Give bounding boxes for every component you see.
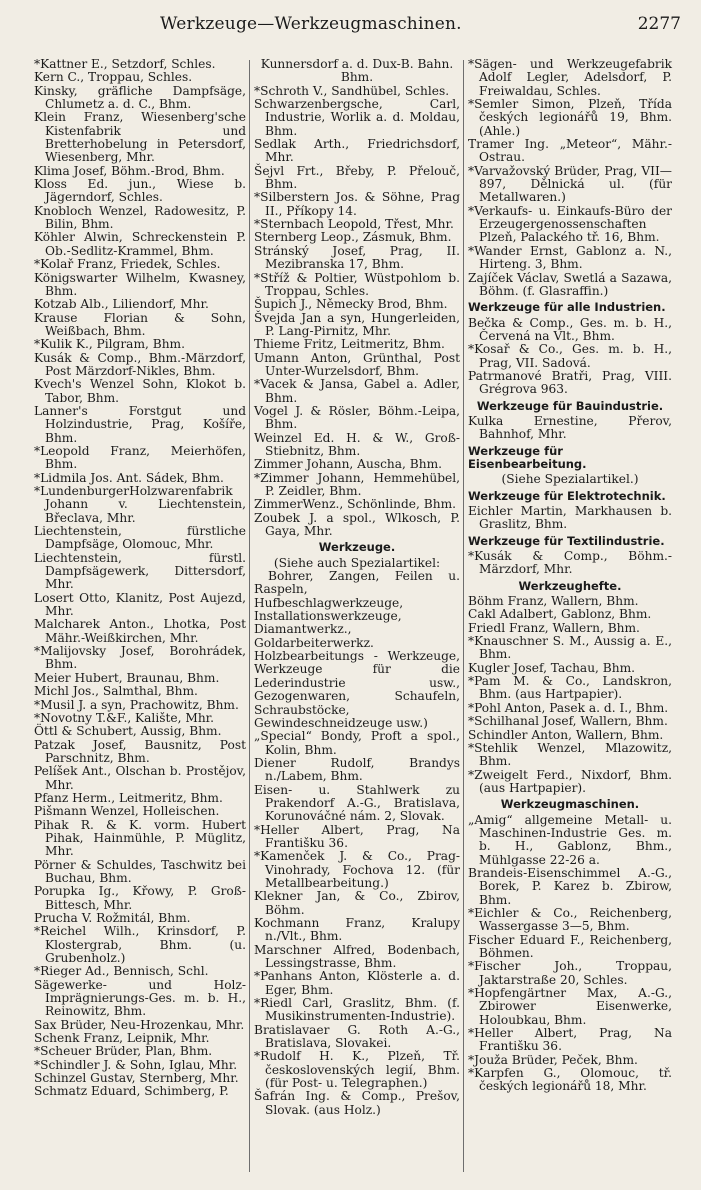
directory-entry: Švejda Jan a syn, Hungerleiden, P. Lang-Pirnitz, Mhr. bbox=[254, 310, 460, 338]
directory-entry: Cakl Adalbert, Gablonz, Bhm. bbox=[468, 607, 652, 622]
directory-entry: Šupich J., Německy Brod, Bhm. bbox=[254, 297, 448, 312]
page-number: 2277 bbox=[637, 14, 681, 34]
section-heading: Werkzeughefte. bbox=[518, 578, 622, 593]
directory-entry: Sax Brüder, Neu-Hrozenkau, Mhr. bbox=[34, 1017, 245, 1032]
directory-entry: Zoubek J. a spol., Wlkosch, P. Gaya, Mhr. bbox=[254, 510, 460, 539]
section-heading: Werkzeuge für Elektrotechnik. bbox=[468, 488, 666, 503]
directory-entry: Kern C., Troppau, Schles. bbox=[34, 70, 193, 85]
directory-entry: Schinzel Gustav, Sternberg, Mhr. bbox=[34, 1071, 239, 1086]
directory-entry: Kugler Josef, Tachau, Bhm. bbox=[468, 660, 636, 675]
directory-entry: *Kattner E., Setzdorf, Schles. bbox=[34, 57, 216, 71]
directory-entry: *Novotny T.&F., Kalište, Mhr. bbox=[34, 710, 215, 725]
directory-entry: Kusák & Comp., Bhm.-Märzdorf, Post Märzdorf-Nikles, Bhm. bbox=[34, 350, 246, 378]
directory-entry: *Fischer Joh., Troppau, Jaktarstraße 20, Schles. bbox=[468, 959, 672, 987]
directory-entry: *Leopold Franz, Meierhöfen, Bhm. bbox=[34, 443, 246, 472]
directory-entry: *Kusák & Comp., Böhm.-Märzdorf, Mhr. bbox=[468, 549, 672, 577]
directory-entry: *Silberstern Jos. & Söhne, Prag II., Příkopy 14. bbox=[254, 190, 460, 218]
directory-entry: *Wander Ernst, Gablonz a. N., Hirteng. 3, Bhm. bbox=[468, 243, 672, 272]
directory-entry: *LundenburgerHolzwarenfabrik Johann v. Liechtenstein, Břeclava, Mhr. bbox=[34, 484, 246, 525]
directory-entry: Brandeis-Eisenschimmel A.-G., Borek, P. Karez b. Zbirow, Bhm. bbox=[468, 865, 672, 907]
directory-entry: *Kulik K., Pilgram, Bhm. bbox=[34, 337, 185, 352]
directory-entry: *Schilhanal Josef, Wallern, Bhm. bbox=[468, 714, 668, 729]
directory-entry: *Heller Albert, Prag, Na Františku 36. bbox=[468, 1026, 672, 1054]
directory-entry: *Zweigelt Ferd., Nixdorf, Bhm. (aus Hartpapier). bbox=[468, 767, 672, 795]
directory-entry: Liechtenstein, fürstliche Dampfsäge, Olomouc, Mhr. bbox=[34, 524, 246, 552]
directory-entry: *Jouža Brüder, Peček, Bhm. bbox=[468, 1052, 638, 1067]
directory-entry: Sedlak Arth., Friedrichsdorf, Mhr. bbox=[254, 137, 460, 165]
directory-entry: Liechtenstein, fürstl. Dampfsägewerk, Dittersdorf, Mhr. bbox=[34, 550, 246, 592]
directory-entry: Malcharek Anton., Lhotka, Post Mähr.-Weißkirchen, Mhr. bbox=[34, 617, 246, 645]
directory-entry: Bratislavaer G. Roth A.-G., Bratislava, Slovakei. bbox=[254, 1022, 460, 1051]
directory-entry: *Stehlik Wenzel, Mlazowitz, Bhm. bbox=[468, 740, 672, 769]
directory-entry: *Rieger Ad., Bennisch, Schl. bbox=[34, 964, 209, 979]
directory-entry: Diener Rudolf, Brandys n./Labem, Bhm. bbox=[254, 755, 460, 784]
directory-entry: Michl Jos., Salmthal, Bhm. bbox=[34, 684, 198, 699]
directory-entry: *Scheuer Brüder, Plan, Bhm. bbox=[34, 1044, 213, 1059]
note-paragraph: Bohrer, Zangen, Feilen u. Raspeln, Hufbeschlagwerkzeuge, Installationswerkzeuge, Diamantwerkz., Goldarbeiterwerkz. Holzbearbeitungs - Werkzeuge, Werkzeuge für die Lederindustrie usw., Gezogenwaren, Schaufeln, Schraubstöcke, Gewindeschneidzeuge usw.) bbox=[254, 569, 460, 730]
directory-entry: Böhm Franz, Wallern, Bhm. bbox=[468, 594, 639, 609]
directory-entry: Kvech's Wenzel Sohn, Klokot b. Tabor, Bhm. bbox=[34, 377, 246, 405]
directory-entry: Bečka & Comp., Ges. m. b. H., Červená na Vlt., Bhm. bbox=[468, 315, 672, 343]
directory-entry: Fischer Eduard F., Reichenberg, Böhmen. bbox=[468, 932, 672, 960]
directory-entry: Kloss Ed. jun., Wiese b. Jägerndorf, Schles. bbox=[34, 177, 246, 205]
section-heading: Werkzeuge. bbox=[318, 540, 396, 555]
directory-entry: Eisen- u. Stahlwerk zu Prakendorf A.-G., Bratislava, Korunováčné nám. 2, Slovak. bbox=[254, 782, 460, 824]
directory-entry: Kinsky, gräfliche Dampfsäge, Chlumetz a. d. C., Bhm. bbox=[34, 83, 246, 112]
directory-entry: Zajíček Václav, Swetlá a Sazawa, Böhm. (f. Glasraffin.) bbox=[468, 270, 672, 298]
directory-entry: Knobloch Wenzel, Radowesitz, P. Bilin, Bhm. bbox=[34, 203, 246, 232]
directory-entry: *Zimmer Johann, Hemmehübel, P. Zeidler, Bhm. bbox=[254, 470, 460, 498]
directory-entry: *Kosař & Co., Ges. m. b. H., Prag, VII. Sadová. bbox=[468, 342, 672, 370]
column-1 bbox=[34, 58, 246, 1099]
directory-entry: Kotzab Alb., Liliendorf, Mhr. bbox=[34, 297, 209, 312]
directory-entry: Königswarter Wilhelm, Kwasney, Bhm. bbox=[34, 270, 246, 298]
directory-entry: *Semler Simon, Plzeň, Třída českých legionářů 19, Bhm. (Ahle.) bbox=[468, 97, 672, 138]
directory-entry: Thieme Fritz, Leitmeritz, Bhm. bbox=[254, 337, 445, 352]
directory-entry: Eichler Martin, Markhausen b. Graslitz, Bhm. bbox=[468, 504, 672, 532]
directory-entry: Klein Franz, Wiesenberg'sche Kistenfabrik und Bretterhobelung in Petersdorf, Wiesenberg, Mhr. bbox=[34, 110, 246, 165]
directory-entry: *Rudolf H. K., Plzeň, Tř. československých legií, Bhm. (für Post- u. Telegraphen.) bbox=[254, 1049, 460, 1091]
directory-entry: Friedl Franz, Wallern, Bhm. bbox=[468, 620, 640, 635]
directory-entry: Šejvl Frt., Břeby, P. Přelouč, Bhm. bbox=[254, 163, 460, 192]
directory-entry: *Schindler J. & Sohn, Iglau, Mhr. bbox=[34, 1057, 238, 1072]
column-divider bbox=[463, 60, 464, 1172]
directory-entry: *Lidmila Jos. Ant. Sádek, Bhm. bbox=[34, 470, 224, 485]
directory-entry: *Varvažovský Brüder, Prag, VII—897, Dělnická ul. (für Metallwaren.) bbox=[468, 163, 672, 205]
section-heading: Werkzeuge für alle Industrien. bbox=[468, 300, 666, 315]
column-2 bbox=[254, 58, 460, 1117]
directory-entry: Klekner Jan, & Co., Zbirov, Böhm. bbox=[254, 889, 460, 917]
directory-entry: Marschner Alfred, Bodenbach, Lessingstrasse, Bhm. bbox=[254, 942, 460, 971]
directory-entry: Losert Otto, Klanitz, Post Aujezd, Mhr. bbox=[34, 590, 246, 619]
directory-entry: *Stříž & Poltier, Wüstpohlom b. Troppau, Schles. bbox=[254, 270, 460, 298]
directory-entry: *Vacek & Jansa, Gabel a. Adler, Bhm. bbox=[254, 377, 460, 405]
directory-entry: *Pam M. & Co., Landskron, Bhm. (aus Hartpapier). bbox=[468, 674, 672, 702]
directory-entry: *Kolař Franz, Friedek, Schles. bbox=[34, 257, 221, 272]
directory-entry: Pfanz Herm., Leitmeritz, Bhm. bbox=[34, 790, 223, 805]
directory-entry: Kulka Ernestine, Přerov, Bahnhof, Mhr. bbox=[468, 413, 672, 442]
directory-entry: „Amig“ allgemeine Metall- u. Maschinen-Industrie Ges. m. b. H., Gablonz, Bhm., Mühlgasse 22-26 a. bbox=[468, 812, 672, 867]
directory-entry: *Malijovsky Josef, Borohrádek, Bhm. bbox=[34, 644, 246, 672]
directory-entry: Kochmann Franz, Kralupy n./Vlt., Bhm. bbox=[254, 916, 460, 944]
directory-entry: Patzak Josef, Bausnitz, Post Parschnitz, Bhm. bbox=[34, 737, 246, 765]
directory-entry: ZimmerWenz., Schönlinde, Bhm. bbox=[254, 497, 457, 512]
directory-entry: Pišmann Wenzel, Holleischen. bbox=[34, 804, 220, 819]
directory-entry: Weinzel Ed. H. & W., Groß-Stiebnitz, Bhm. bbox=[254, 430, 460, 458]
directory-entry: „Special“ Bondy, Proft a spol., Kolin, Bhm. bbox=[254, 729, 460, 757]
column-3 bbox=[468, 58, 672, 1094]
note-line: (Siehe auch Spezialartikel: bbox=[273, 555, 441, 570]
directory-entry: *Kamenček J. & Co., Prag-Vinohrady, Fochova 12. (für Metallbearbeitung.) bbox=[254, 849, 460, 890]
directory-entry: *Pohl Anton, Pasek a. d. I., Bhm. bbox=[468, 700, 669, 715]
directory-entry: *Reichel Wilh., Krinsdorf, P. Klostergrab, Bhm. (u. Grubenholz.) bbox=[34, 924, 246, 966]
directory-entry: Schmatz Eduard, Schimberg, P. bbox=[34, 1084, 229, 1099]
directory-entry: Pelíšek Ant., Olschan b. Prostějov, Mhr. bbox=[34, 764, 246, 792]
directory-entry: Stránský Josef, Prag, II. Mezibranska 17, Bhm. bbox=[254, 243, 460, 272]
directory-entry: Klima Josef, Böhm.-Brod, Bhm. bbox=[34, 163, 225, 178]
directory-entry: Umann Anton, Grünthal, Post Unter-Wurzelsdorf, Bhm. bbox=[254, 350, 460, 378]
directory-entry: Sternberg Leop., Zásmuk, Bhm. bbox=[254, 230, 452, 245]
directory-entry: Zimmer Johann, Auscha, Bhm. bbox=[254, 457, 443, 472]
directory-entry: Patrmanové Bratři, Prag, VIII. Grégrova 963. bbox=[468, 368, 672, 397]
directory-entry: *Musil J. a syn, Prachowitz, Bhm. bbox=[34, 697, 239, 712]
section-heading: Werkzeuge für Eisenbearbeitung. bbox=[468, 443, 587, 471]
directory-entry: Krause Florian & Sohn, Weißbach, Bhm. bbox=[34, 310, 246, 338]
section-heading: Werkzeugmaschinen. bbox=[500, 797, 640, 812]
directory-entry: *Schroth V., Sandhübel, Schles. bbox=[254, 83, 450, 98]
directory-entry: Pörner & Schuldes, Taschwitz bei Buchau, Bhm. bbox=[34, 857, 246, 885]
directory-entry: *Hopfengärtner Max, A.-G., Zbirower Eisenwerke, Holoubkau, Bhm. bbox=[468, 986, 672, 1027]
directory-entry: *Karpfen G., Olomouc, tř. českých legionářů 18, Mhr. bbox=[468, 1066, 672, 1094]
note-line: (Siehe Spezialartikel.) bbox=[501, 472, 639, 487]
note-line: Kunnersdorf a. d. Dux-B. Bahn. Bhm. bbox=[260, 57, 454, 85]
directory-entry: Vogel J. & Rösler, Böhm.-Leipa, Bhm. bbox=[254, 403, 460, 432]
page-title: Werkzeuge—Werkzeugmaschinen. bbox=[160, 14, 462, 34]
directory-entry: *Verkaufs- u. Einkaufs-Büro der Erzeugergenossenschaften Plzeň, Palackého tř. 16, Bhm. bbox=[468, 203, 672, 245]
column-divider bbox=[249, 60, 250, 1172]
directory-entry: Schwarzenbergsche, Carl, Industrie, Worlik a. d. Moldau, Bhm. bbox=[254, 97, 460, 138]
directory-entry: *Eichler & Co., Reichenberg, Wassergasse 3—5, Bhm. bbox=[468, 905, 672, 934]
directory-entry: Lanner's Forstgut und Holzindustrie, Prag, Košíře, Bhm. bbox=[34, 403, 246, 445]
directory-entry: *Panhans Anton, Klösterle a. d. Eger, Bhm. bbox=[254, 969, 460, 997]
directory-entry: Köhler Alwin, Schreckenstein P. Ob.-Sedlitz-Krammel, Bhm. bbox=[34, 230, 246, 258]
section-heading: Werkzeuge für Textilindustrie. bbox=[468, 533, 665, 548]
directory-entry: Prucha V. Rožmitál, Bhm. bbox=[34, 911, 191, 925]
directory-entry: Porupka Ig., Křowy, P. Groß-Bittesch, Mhr. bbox=[34, 884, 246, 912]
directory-entry: Meier Hubert, Braunau, Bhm. bbox=[34, 670, 220, 685]
directory-entry: *Heller Albert, Prag, Na Františku 36. bbox=[254, 822, 460, 850]
directory-entry: Öttl & Schubert, Aussig, Bhm. bbox=[34, 724, 222, 739]
directory-entry: Tramer Ing. „Meteor“, Mähr.-Ostrau. bbox=[468, 137, 672, 165]
directory-entry: *Sternbach Leopold, Třest, Mhr. bbox=[254, 217, 454, 232]
page-header bbox=[0, 0, 701, 40]
directory-entry: *Riedl Carl, Graslitz, Bhm. (f. Musikinstrumenten-Industrie). bbox=[254, 996, 460, 1024]
directory-entry: Pihak R. & K. vorm. Hubert Pihak, Hainmühle, P. Müglitz, Mhr. bbox=[34, 817, 246, 859]
directory-entry: Schindler Anton, Wallern, Bhm. bbox=[468, 727, 664, 742]
directory-entry: Schenk Franz, Leipnik, Mhr. bbox=[34, 1031, 210, 1046]
directory-entry: Šafrán Ing. & Comp., Prešov, Slovak. (aus Holz.) bbox=[254, 1089, 460, 1117]
directory-entry: *Sägen- und Werkzeugefabrik Adolf Legler, Adelsdorf, P. Freiwaldau, Schles. bbox=[468, 57, 672, 98]
directory-entry: *Knauschner S. M., Aussig a. E., Bhm. bbox=[468, 634, 672, 662]
section-heading: Werkzeuge für Bauindustrie. bbox=[476, 398, 664, 413]
directory-entry: Sägewerke- und Holz-Imprägnierungs-Ges. m. b. H., Reinowitz, Bhm. bbox=[34, 977, 246, 1019]
